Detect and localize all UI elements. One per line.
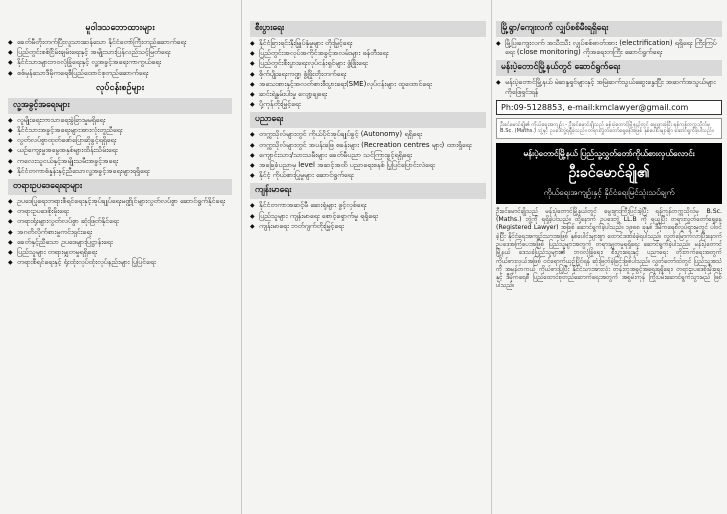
list-item: ◆ ယဉ်ကျေးမှုအမွေအနှစ်များထိန်းသိမ်းရေး bbox=[8, 146, 232, 155]
policy-list bbox=[8, 38, 232, 78]
list-item: ◆ နိုင်ငံတကာစံနှုန်းနှင့်ညီသောလူ့အခွင့်အရေးများရရှိရေး bbox=[8, 167, 232, 176]
list-item: ◆ လွတ်လပ်စွာထုတ်ဖော်ပြောဆိုခွင့်ရရှိရေး bbox=[8, 136, 232, 145]
list-item: ◆ ပြည်တွင်းစီးပွားရေးလုပ်ငန်းရှင်များ ဖွံ့ဖြိုးရေး bbox=[250, 59, 486, 68]
health-heading: ကျန်းမာရေး bbox=[250, 183, 486, 199]
education-list bbox=[250, 130, 486, 180]
procedures-section-title: လုပ်ငန်းစဉ်များ bbox=[95, 82, 145, 93]
list-item: ◆ မန်းပဲ့တောင်မြို့နယ် မဲဆန္ဒရှင်များနှင့် အမြဲဆက်သွယ်ဆွေးနွေးပြီး အဆက်အသွယ်များကိုဖြေရှင်းရန် bbox=[496, 78, 722, 96]
electricity-heading: မြို့ရွာ/ကျေးလက် လျှပ်စစ်မီးရရှိရေး bbox=[496, 21, 722, 37]
list-item: ◆ အသေးစားနှင့်အလတ်စားစီးပွားရေး(SME)လုပ်ငန်းများ ထူထောင်ရေး bbox=[250, 80, 486, 89]
fold-line-right bbox=[491, 0, 492, 514]
list-item: ◆ ကျောင်းသား/သားသမီးများ ခေတ်မီပညာ သင်ကြားခွင့်ရရှိရေး bbox=[250, 151, 486, 160]
policy-section-title: မူဝါဒသဘောထားများ bbox=[85, 23, 155, 33]
health-list bbox=[250, 201, 486, 231]
human-rights-list bbox=[8, 116, 232, 176]
economy-heading: စီးပွားရေး bbox=[250, 21, 486, 37]
list-item: ◆ အဂတိလိုက်စားမှုကင်းရှင်းရေး bbox=[8, 228, 232, 237]
rule-of-law-heading: တရားဥပဒေရေးရာများ bbox=[8, 179, 232, 195]
list-item: ◆ မြို့ပြ၊ကျေးလက် အသီးသီး လျှပ်စစ်ဓာတ်အား (electrification) ရရှိရေး ကြီးကြပ်ရေး (close monitoring) ကိုအရေးတကြီး ဆောင်ရွက်ရေး bbox=[496, 39, 722, 57]
list-item: ◆ ကျန်းမာရေး ဘတ်ဂျက်တိုးမြှင့်ရေး bbox=[250, 222, 486, 231]
list-item: ◆ တရားဥပဒေစိုးမိုးရေး bbox=[8, 207, 232, 216]
fold-line-left bbox=[241, 0, 242, 514]
banner-caption: ကိုယ်ရေးအကျဉ်းနှင့် နိုင်ငံရေးမြင်သုံးသပ်ချက် bbox=[543, 187, 675, 197]
list-item: ◆ နိုင်ငံခြားရင်းနှီးမြှုပ်နှံမှုများ တိုးမြှင့်ရေး bbox=[250, 39, 486, 48]
list-item: ◆ တရားရုံးများလွတ်လပ်စွာ ဆုံးဖြတ်နိုင်ရေး bbox=[8, 217, 232, 226]
list-item: ◆ ဆင်းရဲနွမ်းပါးမှု လျော့ချရေး bbox=[250, 90, 486, 99]
list-item: ◆ စစ်မှန်သောဒီမိုကရေစီပြည်ထောင်စုတည်ဆောက်ရေး bbox=[8, 69, 232, 78]
list-item: ◆ နိုင်ငံသားအခွင့်အရေးများအားလုံးတူညီရေး bbox=[8, 126, 232, 135]
list-item: ◆ နိုင်ငံသားများဘဝလုံခြုံရေးနှင့် လူ့အခွင့်အရေးကာကွယ်ရေး bbox=[8, 58, 232, 67]
column-policies bbox=[8, 18, 232, 506]
column-sectors bbox=[250, 18, 486, 506]
list-item: ◆ တက္ကသိုလ်များတွင် အပန်းဖြေ စခန်းများ (Recreation centres များ) ထားရှိရေး bbox=[250, 141, 486, 150]
electricity-list bbox=[496, 39, 722, 57]
list-item: ◆ ခေတ်မီတိုးတက်ပြီးလူသားဆန်သော နိုင်ငံတော်ကြီးတည်ဆောက်ရေး bbox=[8, 38, 232, 47]
list-item: ◆ အခြေခံပညာမှ level အဆင့်အထိ ပညာရေးစနစ် ပြုပြင်ပြောင်းလဲရေး bbox=[250, 161, 486, 170]
candidate-biography: ဦးခင်မောင်ချိုသည် မန်းပဲ့တောင်မြို့နယ်တွင် မွေးဖွားကြီးပြင်းခဲ့ပြီး ရန်ကုန်တက္ကသိုလ်မှ B.Sc. (Maths.) ဘွဲ့ကို ရရှိခဲ့ပါသည်။ ထို့နောက် ဥပဒေဘွဲ့ LL.B ကို ရယူပြီး တရားလွှတ်တော်ရှေ့နေ (Registered Lawyer) အဖြစ် ဆောင်ရွက်ခဲ့ပါသည်။ ၁၉၈၈ ခုနှစ် ဒီမိုကရေစီလှုပ်ရှားမှုတွင် ပါဝင်ခဲ့ပြီး နိုင်ငံရေးအကျဉ်းသားအဖြစ် နှစ်ပေါင်းများစွာ ထောင်ဒဏ်ခံခဲ့ရပါသည်။ လွတ်မြောက်လာပြီးနောက် ဥပဒေအကြံပေးအဖြစ် ပြည်သူများအတွက် တရားမျှတမှုရရှိရေး ဆောင်ရွက်ခဲ့ပါသည်။ မန်းပဲ့တောင်မြို့နယ် ဒေသခံပြည်သူများ၏ ဘဝလုံခြုံရေး၊ စီးပွားရေးနှင့် ပညာရေး တိုးတက်ရေးအတွက် ကိုယ်စားလှယ်အဖြစ် ဝင်ရောက်ယှဉ်ပြိုင်ရန် ဆုံးဖြတ်ခဲ့ခြင်းဖြစ်ပါသည်။ လွှတ်တော်ထဲတွင် ပြည်သူ့အသံကို အမှန်တကယ် ကိုယ်စားပြုပြီး နိုင်ငံသားအားလုံး တန်းတူအခွင့်အရေးရရှိရေး၊ တရားဥပဒေစိုးမိုးရေးနှင့် ဒီမိုကရေစီ ပြည်ထောင်စုတည်ဆောက်ရေးအတွက် အစွမ်းကုန် ကြိုးပမ်းဆောင်ရွက်သွားမည် ဖြစ်ပါသည်။ bbox=[496, 207, 722, 290]
list-item: ◆ ဥပဒေပြုရေးတရားစီရင်ရေးနှင့်အုပ်ချုပ်ရေးမဏ္ဍိုင်များလွတ်လပ်စွာ ဆောင်ရွက်နိုင်ရေး bbox=[8, 197, 232, 206]
list-item: ◆ တက္ကသိုလ်များတွင် ကိုယ်ပိုင်အုပ်ချုပ်ခွင့် (Autonomy) ရရှိရေး bbox=[250, 130, 486, 139]
banner-subtitle: မန်းပဲ့တောင်မြို့နယ် ပြည်သူ့လွှတ်တော်ကိုယ်စားလှယ်လောင်း bbox=[523, 148, 695, 158]
township-list bbox=[496, 78, 722, 96]
column-candidate bbox=[496, 18, 722, 506]
candidate-banner bbox=[496, 143, 722, 204]
list-item: ◆ ပြည်သူများ တရားမျှတမှုရရှိရေး bbox=[8, 248, 232, 257]
list-item: ◆ ပြည်တွင်းစစ်ငြိမ်းချမ်းရေးနှင့် အမျိုးသားပြန်လည်သင့်မြတ်ရေး bbox=[8, 48, 232, 57]
list-item: ◆ ပြည်သူများ ကျန်းမာရေး စောင့်ရှောက်မှု ရရှိရေး bbox=[250, 212, 486, 221]
list-item: ◆ နိုင်ငံ့ ကိုယ်စားပြုမှုများ ဆောင်ရွက်ရေး bbox=[250, 171, 486, 180]
education-heading: ပညာရေး bbox=[250, 112, 486, 128]
list-item: ◆ ခေတ်နှင့်ညီသော ဥပဒေများပြဋ္ဌာန်းရေး bbox=[8, 238, 232, 247]
list-item: ◆ ပို့ကုန်တိုးမြှင့်ရေး bbox=[250, 100, 486, 109]
economy-list bbox=[250, 39, 486, 109]
bio-box: ဦးခင်မောင်ချို၏ ကိုယ်ရေးအကျဉ်း - ဦးခင်မောင်ချိုသည် မန်းပဲ့တောင်မြို့နယ်တွင် မွေးဖွားခဲ့ပြီး ရန်ကုန်တက္ကသိုလ်မှ B.Sc. (Maths.) ဘွဲ့နှင့် ဥပဒေဘွဲ့ရရှိခဲ့သည်။ တရားလွှတ်တော်ရှေ့နေအဖြစ် နှစ်ပေါင်းများစွာ ဆောင်ရွက်ခဲ့ပါသည်။ bbox=[496, 118, 722, 139]
list-item: ◆ နိုင်ငံတကာအဆင့်မီ ဆေးရုံများ ဖွင့်လှစ်ရေး bbox=[250, 201, 486, 210]
list-item: ◆ ပြည်တွင်းအလုပ်အကိုင်အခွင့်အလမ်းများ ဖန်တီးရေး bbox=[250, 49, 486, 58]
township-heading: မန်းပဲ့တောင်မြို့နယ်တွင် ဆောင်ရွက်ရေး bbox=[496, 60, 722, 76]
human-rights-heading: လူ့အခွင့်အရေးများ bbox=[8, 98, 232, 114]
list-item: ◆ လူမျိုးရေးဘာသာရေးခွဲခြားမှုမရှိရေး bbox=[8, 116, 232, 125]
list-item: ◆ စိုက်ပျိုးရေးကဏ္ဍ ဖွံ့ဖြိုးတိုးတက်ရေး bbox=[250, 70, 486, 79]
list-item: ◆ ကလေးသူငယ်နှင့်အမျိုးသမီးအခွင့်အရေး bbox=[8, 157, 232, 166]
contact-info: Ph:09-5128853, e-mail:kmclawyer@gmail.com bbox=[496, 100, 722, 115]
candidate-name: ဦးခင်မောင်ချို၏ bbox=[568, 164, 650, 181]
rule-of-law-list bbox=[8, 197, 232, 267]
list-item: ◆ တရားစီရင်ရေးနှင့် ရုံးထုံးလုပ်ထုံးလုပ်နည်းများ ပြုပြင်ရေး bbox=[8, 258, 232, 267]
